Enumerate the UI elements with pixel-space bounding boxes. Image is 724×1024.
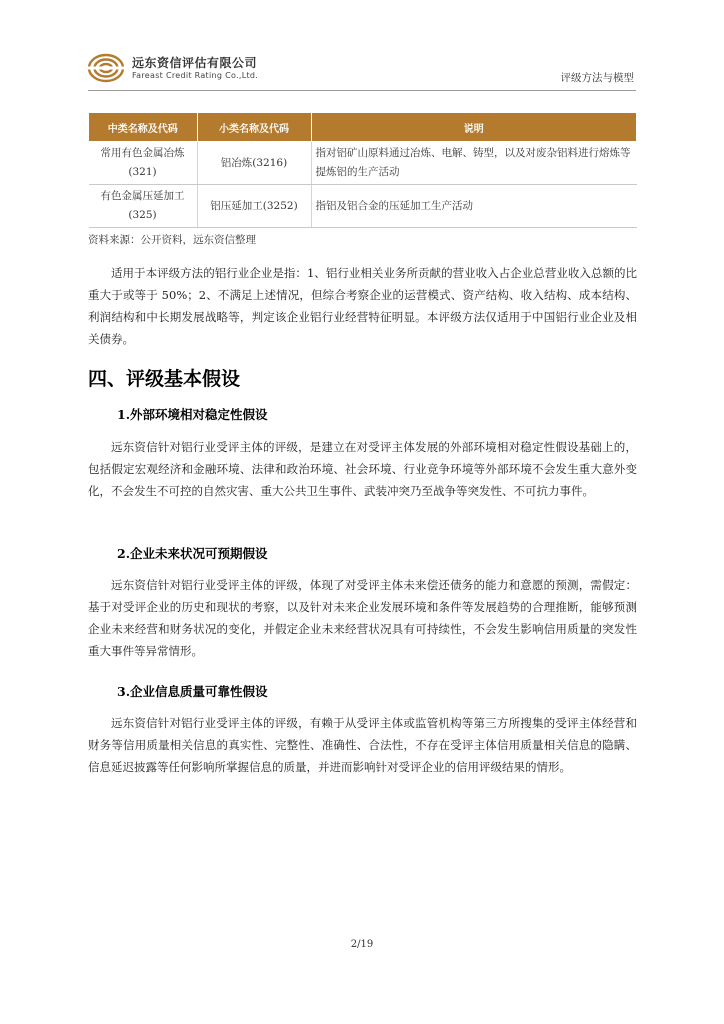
header-section-title: 评级方法与模型	[560, 72, 634, 84]
assumption-heading: 1.外部环境相对稳定性假设	[117, 407, 268, 422]
assumption-paragraph: 远东资信针对铝行业受评主体的评级，是建立在对受评主体发展的外部环境相对稳定性假设基础上的，包括假定宏观经济和金融环境、法律和政治环境、社会环境、行业竞争环境等外部环境不会发生重大意外变化，不会发生不可控的自然灾害、重大公共卫生事件、武装冲突乃至战争等突发性、不可抗力事件。	[88, 440, 637, 498]
table-cell-sub-class: 铝压延加工(3252)	[197, 185, 311, 228]
assumption-heading: 3.企业信息质量可靠性假设	[117, 684, 268, 699]
col-header-mid-class: 中类名称及代码	[89, 113, 198, 142]
mid-class-name: 有色金属压延加工	[100, 190, 185, 202]
table-header-row	[89, 113, 637, 142]
table-cell-description: 指铝及铝合金的压延加工生产活动	[311, 185, 637, 228]
table-cell-description: 指对铝矿山原料通过冶炼、电解、铸型，以及对废杂铝料进行熔炼等提炼铝的生产活动	[311, 142, 637, 185]
table-row	[89, 185, 637, 228]
table-source-note: 资料来源：公开资料，远东资信整理	[88, 234, 256, 246]
table-cell-mid-class	[89, 142, 198, 185]
assumption-paragraph: 远东资信针对铝行业受评主体的评级，有赖于从受评主体或监管机构等第三方所搜集的受评主体经营和财务等信用质量相关信息的真实性、完整性、准确性、合法性，不存在受评主体信用质量相关信息的隐瞒、信息延迟披露等任何影响所掌握信息的质量，并进而影响针对受评企业的信用评级结果的情形。	[88, 716, 637, 774]
table-cell-mid-class	[89, 185, 198, 228]
industry-classification-table	[88, 112, 637, 228]
assumption-heading: 2.企业未来状况可预期假设	[117, 546, 268, 561]
company-name-en: Fareast Credit Rating Co.,Ltd.	[132, 71, 259, 80]
assumption-paragraph: 远东资信针对铝行业受评主体的评级，体现了对受评主体未来偿还债务的能力和意愿的预测，需假定：基于对受评企业的历史和现状的考察，以及针对未来企业发展环境和条件等发展趋势的合理推断，能够预测企业未来经营和财务状况的变化，并假定企业未来经营状况具有可持续性，不会发生影响信用质量的突发性重大事件等异常情形。	[88, 578, 637, 658]
col-header-sub-class: 小类名称及代码	[197, 113, 311, 142]
company-logo-icon	[88, 52, 124, 84]
page-header	[88, 50, 636, 91]
page-number: 2/19	[350, 939, 374, 950]
col-header-description: 说明	[311, 113, 637, 142]
mid-class-code: (321)	[128, 166, 157, 178]
mid-class-code: (325)	[128, 209, 157, 221]
mid-class-name: 常用有色金属冶炼	[100, 147, 185, 159]
table-row	[89, 142, 637, 185]
scope-paragraph: 适用于本评级方法的铝行业企业是指：1、铝行业相关业务所贡献的营业收入占企业总营业收入总额的比重大于或等于 50%；2、不满足上述情况，但综合考察企业的运营模式、资产结构、收入结构、成本结构、利润结构和中长期发展战略等，判定该企业铝行业经营特征明显。本评级方法仅适用于中国铝行业企业及相关债券。	[88, 266, 637, 346]
company-name-cn: 远东资信评估有限公司	[132, 56, 258, 70]
table-cell-sub-class: 铝冶炼(3216)	[197, 142, 311, 185]
section-heading: 四、评级基本假设	[88, 368, 241, 390]
